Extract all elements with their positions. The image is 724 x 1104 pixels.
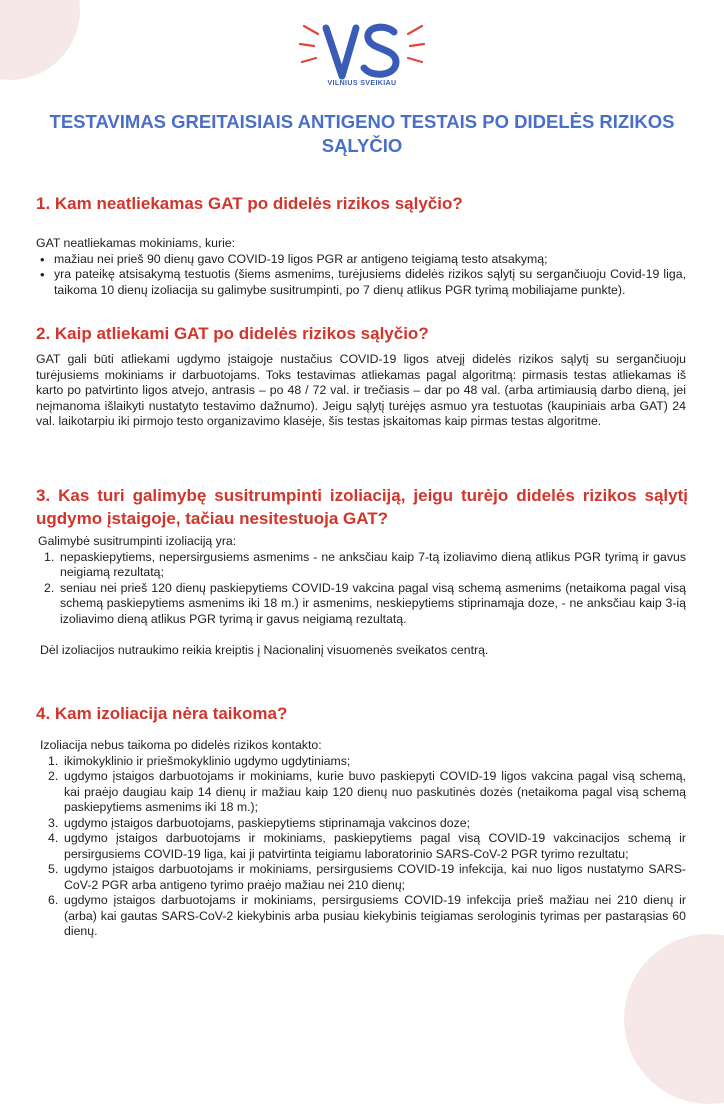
decorative-circle-top-left <box>0 0 80 80</box>
section-3-intro: Galimybė susitrumpinti izoliaciją yra: <box>38 534 237 548</box>
list-item: 6. ugdymo įstaigos darbuotojams ir mokiniams, persirgusiems COVID-19 infekcija prieš mažiau nei 210 dienų ir (arba) kai gautas SARS-CoV-2 kiekybinis arba pusiau kiekybinis teigiamas serologinis tyrimas per pastarąsias 60 dienų. <box>48 893 686 938</box>
section-1-bullet-list <box>36 252 686 299</box>
section-2-heading: 2. Kaip atliekami GAT po didelės rizikos sąlyčio? <box>36 324 429 343</box>
list-item: 1. ikimokyklinio ir priešmokyklinio ugdymo ugdytiniams; <box>48 753 351 768</box>
list-item: 2. ugdymo įstaigos darbuotojams ir mokiniams, kurie buvo paskiepyti COVID-19 ligos vakcina pagal visą schemą, kai praėjo daugiau kaip 14 dienų ir mažiau kaip 120 dienų nuo paskutinės dozės (netaikoma pagal visą schemą paskiepytiems asmenims iki 18 m.); <box>48 769 686 814</box>
section-1-heading: 1. Kam neatliekamas GAT po didelės rizikos sąlyčio? <box>36 194 463 213</box>
logo-tagline: VILNIUS SVEIKIAU <box>327 80 397 87</box>
section-2-body <box>36 352 686 430</box>
section-2-paragraph: GAT gali būti atliekami ugdymo įstaigoje nustačius COVID-19 ligos atvejį didelės rizikos sąlytį su sergančiuoju turėjusiems mokiniams ir darbuotojams. Toks testavimas atliekamas pagal algoritmą: pirmasis testas atliekamas iš karto po patvirtinto ligos atvejo, antrasis – po 48 / 72 val. ir trečiasis – dar po 48 val. (arba artimiausią darbo dieną, jei neįmanoma išlaikyti nustatyto testavimo dažnumo). Jeigu sąlytį turėjęs asmuo yra testuotas (kaupiniais arba GAT) 24 val. laikotarpiu iki pirmojo testo organizavimo klasėje, šis testas įskaitomas kaip pirmas testas algoritme. <box>36 352 686 428</box>
list-item: 4. ugdymo įstaigos darbuotojams ir mokiniams, paskiepytiems pagal visą COVID-19 vakcinacijos schemą ir persirgusiems COVID-19 liga, kai ji patvirtinta teigiamu laboratorinio SARS-CoV-2 PGR tyrimo rezultatu; <box>48 831 686 861</box>
list-item: 1. nepaskiepytiems, nepersirgusiems asmenims - ne anksčiau kaip 7-tą izoliavimo dieną atlikus PGR tyrimą ir gavus neigiamą rezultatą; <box>44 549 686 579</box>
list-item: • mažiau nei prieš 90 dienų gavo COVID-19 ligos PGR ar antigeno teigiamą testo atsakymą; <box>36 252 686 268</box>
list-item: • yra pateikę atsisakymą testuotis (šiems asmenims, turėjusiems didelės rizikos sąlytį su sergančiuoju Covid-19 liga, taikoma 10 dienų izoliacija su galimybe susitrumpinti, po 7 dienų atlikus PGR tyrimą mobiliajame punkte). <box>36 267 686 298</box>
section-3-heading: 3. Kas turi galimybę susitrumpinti izoliaciją, jeigu turėjo didelės rizikos sąlytį ugdymo įstaigoje, tačiau nesitestuoja GAT? <box>36 486 688 528</box>
section-4-intro: Izoliacija nebus taikoma po didelės rizikos kontakto: <box>40 738 322 752</box>
section-4-numbered-list <box>40 754 686 940</box>
section-1-intro: GAT neatliekamas mokiniams, kurie: <box>36 236 236 250</box>
decorative-circle-bottom-right <box>624 934 724 1104</box>
page-title: TESTAVIMAS GREITAISIAIS ANTIGENO TESTAIS PO DIDELĖS RIZIKOS SĄLYČIO <box>49 111 675 156</box>
section-3-body <box>38 534 686 659</box>
section-4-body <box>40 738 686 940</box>
section-3-numbered-list <box>38 550 686 628</box>
list-item: 2. seniau nei prieš 120 dienų paskiepytiems COVID-19 vakcina pagal visą schemą asmenims (netaikoma pagal visą schemą paskiepytiems asmenims iki 18 m.) ir asmenims, neskiepytiems stiprinamąja doze, - ne anksčiau kaip 3-ią izoliavimo dieną atlikus PGR tyrimą ir gavus neigiamą rezultatą. <box>44 580 686 626</box>
list-item: 3. ugdymo įstaigos darbuotojams, paskiepytiems stiprinamąja vakcinos doze; <box>48 815 470 830</box>
list-item: 5. ugdymo įstaigos darbuotojams ir mokiniams, persirgusiems COVID-19 infekcija, kai nuo ligos nustatymo SARS-CoV-2 PGR arba antigeno tyrimo praėjo mažiau nei 210 dienų; <box>48 862 686 892</box>
section-4-heading: 4. Kam izoliacija nėra taikoma? <box>36 704 288 723</box>
section-3-note: Dėl izoliacijos nutraukimo reikia kreiptis į Nacionalinį visuomenės sveikatos centrą. <box>40 643 489 657</box>
section-1-body <box>36 236 686 298</box>
